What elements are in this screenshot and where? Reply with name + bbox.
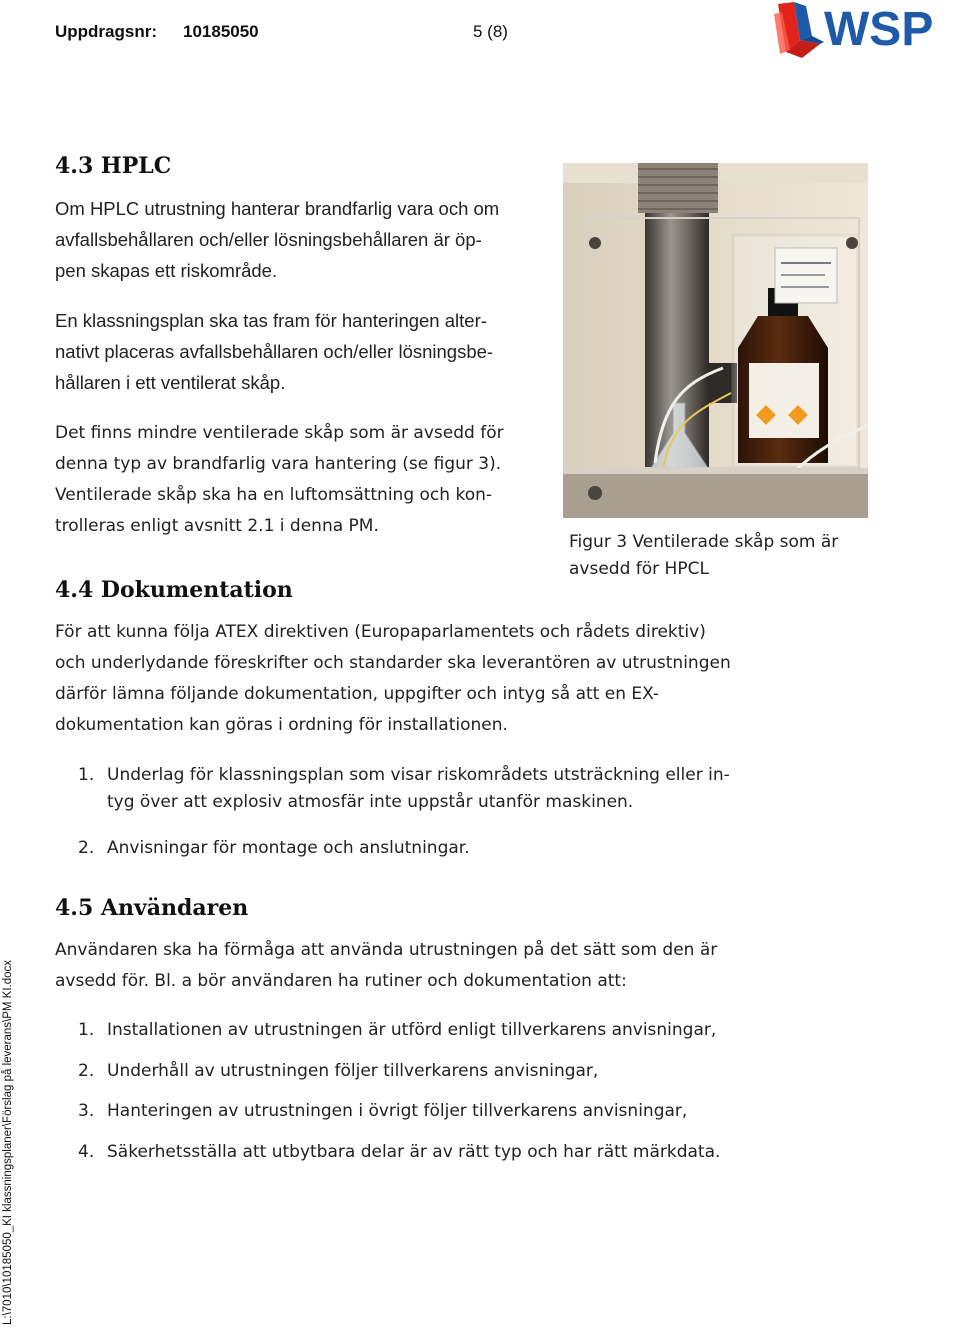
logo-mark-icon [774, 2, 824, 58]
list-number: 2. [78, 1061, 95, 1081]
list-text: Anvisningar för montage och anslutningar. [107, 838, 470, 858]
text-line: För att kunna följa ATEX direktiven (Europaparlamentets och rådets direktiv) [55, 622, 706, 642]
list-number: 3. [78, 1101, 95, 1121]
text-line: dokumentation kan göras i ordning för installationen. [55, 715, 508, 735]
text-line: nativt placeras avfallsbehållaren och/eller lösningsbe- [55, 341, 494, 362]
text-line: trolleras enligt avsnitt 2.1 i denna PM. [55, 516, 379, 536]
logo-wordmark: WSP [824, 3, 934, 56]
text-line: pen skapas ett riskområde. [55, 260, 278, 281]
list-number: 4. [78, 1142, 95, 1162]
text-line: Om HPLC utrustning hanterar brandfarlig vara och om [55, 198, 500, 219]
caption-line: Figur 3 Ventilerade skåp som är [569, 532, 839, 552]
text-line: Ventilerade skåp ska ha en luftomsättning och kon- [55, 485, 493, 505]
wsp-logo [772, 0, 960, 60]
list-item [78, 1139, 720, 1166]
figure-3-caption [569, 529, 869, 583]
list-number: 1. [78, 765, 95, 785]
text-line: En klassningsplan ska tas fram för hanteringen alter- [55, 310, 487, 331]
list-number: 2. [78, 838, 95, 858]
ventilated-cabinet-photo [563, 163, 868, 518]
section-4-3-para-1 [55, 193, 499, 286]
order-number-label: Uppdragsnr: [55, 22, 157, 41]
list-text: Hanteringen av utrustningen i övrigt följer tillverkarens anvisningar, [107, 1101, 688, 1121]
list-text: Underlag för klassningsplan som visar riskområdets utsträckning eller in- [107, 765, 730, 785]
section-4-5-heading: 4.5 Användaren [55, 895, 249, 921]
list-text: tyg över att explosiv atmosfär inte uppstår utanför maskinen. [107, 792, 634, 812]
text-line: Användaren ska ha förmåga att använda utrustningen på det sätt som den är [55, 940, 718, 960]
list-text: Installationen av utrustningen är utförd enligt tillverkarens anvisningar, [107, 1020, 717, 1040]
list-text: Säkerhetsställa att utbytbara delar är av rätt typ och har rätt märkdata. [107, 1142, 721, 1162]
list-item [78, 835, 470, 862]
file-path-footer: L:\7010\10185050_KI klassningsplaner\Förslag på leverans\PM KI.docx [2, 959, 14, 1325]
list-item [78, 762, 730, 816]
text-line: hållaren i ett ventilerat skåp. [55, 372, 286, 393]
section-4-3-para-3 [55, 418, 504, 542]
section-4-4-heading: 4.4 Dokumentation [55, 577, 293, 603]
section-4-3-heading: 4.3 HPLC [55, 153, 172, 179]
list-number: 1. [78, 1020, 95, 1040]
section-4-3-para-2 [55, 305, 493, 398]
list-text: Underhåll av utrustningen följer tillverkarens anvisningar, [107, 1061, 599, 1081]
caption-line: avsedd för HPCL [569, 559, 709, 579]
order-number: 10185050 [183, 22, 259, 41]
page-number: 5 (8) [473, 22, 508, 41]
text-line: och underlydande föreskrifter och standarder ska leverantören av utrustningen [55, 653, 731, 673]
list-item [78, 1098, 687, 1125]
section-4-5-para [55, 935, 717, 997]
list-item [78, 1058, 598, 1085]
text-line: avsedd för. Bl. a bör användaren ha rutiner och dokumentation att: [55, 971, 627, 991]
section-4-4-para [55, 617, 731, 741]
list-item [78, 1017, 716, 1044]
text-line: denna typ av brandfarlig vara hantering (se figur 3). [55, 454, 502, 474]
text-line: därför lämna följande dokumentation, uppgifter och intyg så att en EX- [55, 684, 660, 704]
text-line: Det finns mindre ventilerade skåp som är avsedd för [55, 423, 504, 443]
text-line: avfallsbehållaren och/eller lösningsbehållaren är öp- [55, 229, 482, 250]
